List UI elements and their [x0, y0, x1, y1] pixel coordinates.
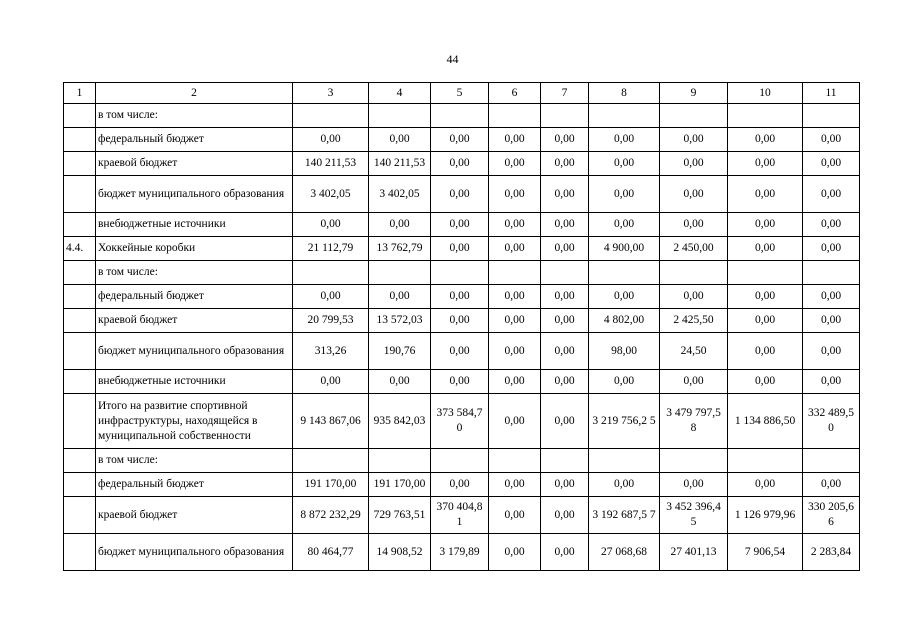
row-number-cell [64, 534, 96, 571]
value-cell: 0,00 [431, 473, 489, 497]
value-cell: 21 112,79 [293, 237, 369, 261]
value-cell: 0,00 [541, 473, 589, 497]
value-cell: 9 143 867,06 [293, 394, 369, 449]
value-cell: 0,00 [541, 394, 589, 449]
value-cell [660, 449, 728, 473]
value-cell: 373 584,7 0 [431, 394, 489, 449]
value-cell: 4 900,00 [589, 237, 660, 261]
value-cell: 4 802,00 [589, 309, 660, 333]
value-cell: 0,00 [728, 285, 803, 309]
budget-table [63, 82, 860, 571]
value-cell: 1 126 979,96 [728, 497, 803, 534]
value-cell [541, 104, 589, 128]
value-cell: 0,00 [541, 213, 589, 237]
value-cell: 0,00 [660, 152, 728, 176]
value-cell: 3 479 797,5 8 [660, 394, 728, 449]
value-cell: 191 170,00 [369, 473, 431, 497]
value-cell: 935 842,03 [369, 394, 431, 449]
value-cell: 0,00 [803, 285, 860, 309]
row-label-cell: краевой бюджет [96, 497, 293, 534]
row-number-cell [64, 333, 96, 370]
value-cell: 0,00 [660, 473, 728, 497]
row-number-cell [64, 104, 96, 128]
column-header: 5 [431, 83, 489, 104]
value-cell [369, 104, 431, 128]
value-cell: 0,00 [489, 176, 541, 213]
value-cell: 3 402,05 [293, 176, 369, 213]
table-row [64, 449, 860, 473]
value-cell: 0,00 [541, 285, 589, 309]
row-label-cell: федеральный бюджет [96, 128, 293, 152]
value-cell: 0,00 [803, 309, 860, 333]
value-cell: 0,00 [489, 309, 541, 333]
value-cell: 370 404,8 1 [431, 497, 489, 534]
value-cell: 0,00 [431, 152, 489, 176]
value-cell: 0,00 [660, 370, 728, 394]
row-label-cell: в том числе: [96, 449, 293, 473]
value-cell: 0,00 [803, 213, 860, 237]
row-number-cell [64, 213, 96, 237]
value-cell: 0,00 [369, 370, 431, 394]
value-cell: 0,00 [369, 285, 431, 309]
value-cell: 27 401,13 [660, 534, 728, 571]
value-cell: 0,00 [803, 473, 860, 497]
value-cell: 0,00 [369, 128, 431, 152]
value-cell: 0,00 [728, 128, 803, 152]
value-cell: 0,00 [660, 128, 728, 152]
value-cell: 0,00 [728, 176, 803, 213]
value-cell: 330 205,6 6 [803, 497, 860, 534]
row-number-cell [64, 128, 96, 152]
value-cell: 0,00 [293, 370, 369, 394]
row-label-cell: бюджет муниципального образования [96, 333, 293, 370]
column-header: 6 [489, 83, 541, 104]
row-label-cell: бюджет муниципального образования [96, 176, 293, 213]
value-cell: 0,00 [541, 333, 589, 370]
value-cell: 0,00 [803, 333, 860, 370]
value-cell: 0,00 [489, 473, 541, 497]
value-cell: 0,00 [660, 213, 728, 237]
value-cell: 0,00 [431, 237, 489, 261]
table-row [64, 128, 860, 152]
row-number-cell [64, 285, 96, 309]
value-cell: 0,00 [541, 309, 589, 333]
column-header: 1 [64, 83, 96, 104]
value-cell: 0,00 [489, 370, 541, 394]
value-cell: 0,00 [803, 370, 860, 394]
value-cell: 2 283,84 [803, 534, 860, 571]
value-cell [660, 261, 728, 285]
row-number-cell [64, 261, 96, 285]
value-cell [293, 449, 369, 473]
value-cell [589, 449, 660, 473]
value-cell: 3 179,89 [431, 534, 489, 571]
value-cell: 0,00 [489, 285, 541, 309]
row-number-cell: 4.4. [64, 237, 96, 261]
table-row [64, 152, 860, 176]
row-number-cell [64, 309, 96, 333]
row-number-cell [64, 176, 96, 213]
value-cell: 0,00 [803, 176, 860, 213]
value-cell: 7 906,54 [728, 534, 803, 571]
row-label-cell: краевой бюджет [96, 309, 293, 333]
value-cell: 0,00 [431, 128, 489, 152]
row-number-cell [64, 370, 96, 394]
value-cell: 14 908,52 [369, 534, 431, 571]
value-cell: 0,00 [589, 285, 660, 309]
value-cell: 0,00 [541, 237, 589, 261]
value-cell: 0,00 [489, 333, 541, 370]
row-number-cell [64, 449, 96, 473]
column-header: 11 [803, 83, 860, 104]
value-cell: 13 762,79 [369, 237, 431, 261]
value-cell [489, 261, 541, 285]
value-cell: 0,00 [489, 237, 541, 261]
value-cell: 3 192 687,5 7 [589, 497, 660, 534]
value-cell: 0,00 [728, 309, 803, 333]
value-cell: 0,00 [431, 370, 489, 394]
value-cell: 140 211,53 [369, 152, 431, 176]
value-cell: 2 425,50 [660, 309, 728, 333]
value-cell: 0,00 [489, 128, 541, 152]
value-cell: 0,00 [803, 128, 860, 152]
value-cell: 0,00 [431, 309, 489, 333]
row-label-cell: внебюджетные источники [96, 213, 293, 237]
value-cell: 0,00 [803, 152, 860, 176]
value-cell [803, 261, 860, 285]
value-cell: 190,76 [369, 333, 431, 370]
value-cell: 13 572,03 [369, 309, 431, 333]
value-cell [369, 449, 431, 473]
value-cell: 0,00 [728, 473, 803, 497]
value-cell: 3 402,05 [369, 176, 431, 213]
value-cell: 0,00 [541, 176, 589, 213]
table-row [64, 394, 860, 449]
value-cell: 8 872 232,29 [293, 497, 369, 534]
value-cell: 20 799,53 [293, 309, 369, 333]
value-cell: 0,00 [431, 333, 489, 370]
value-cell: 2 450,00 [660, 237, 728, 261]
row-label-cell: краевой бюджет [96, 152, 293, 176]
value-cell: 0,00 [728, 237, 803, 261]
value-cell [431, 449, 489, 473]
value-cell: 0,00 [431, 176, 489, 213]
value-cell: 313,26 [293, 333, 369, 370]
value-cell: 0,00 [293, 213, 369, 237]
value-cell: 191 170,00 [293, 473, 369, 497]
value-cell: 332 489,5 0 [803, 394, 860, 449]
table-header-row [64, 83, 860, 104]
value-cell: 729 763,51 [369, 497, 431, 534]
row-label-cell: в том числе: [96, 261, 293, 285]
value-cell: 3 452 396,4 5 [660, 497, 728, 534]
value-cell: 24,50 [660, 333, 728, 370]
value-cell: 0,00 [541, 128, 589, 152]
table-row [64, 534, 860, 571]
column-header: 3 [293, 83, 369, 104]
table-row [64, 104, 860, 128]
value-cell: 0,00 [431, 213, 489, 237]
value-cell [728, 104, 803, 128]
value-cell: 0,00 [589, 152, 660, 176]
column-header: 8 [589, 83, 660, 104]
column-header: 7 [541, 83, 589, 104]
row-label-cell: в том числе: [96, 104, 293, 128]
table-row [64, 237, 860, 261]
value-cell: 0,00 [489, 497, 541, 534]
table-row [64, 213, 860, 237]
value-cell: 0,00 [293, 285, 369, 309]
value-cell: 0,00 [728, 152, 803, 176]
row-number-cell [64, 473, 96, 497]
value-cell: 0,00 [728, 213, 803, 237]
value-cell: 0,00 [541, 534, 589, 571]
value-cell [431, 261, 489, 285]
page-number: 44 [446, 52, 459, 66]
value-cell [293, 261, 369, 285]
table-row [64, 497, 860, 534]
row-label-cell: Хоккейные коробки [96, 237, 293, 261]
value-cell [541, 449, 589, 473]
value-cell: 140 211,53 [293, 152, 369, 176]
value-cell: 0,00 [489, 152, 541, 176]
column-header: 4 [369, 83, 431, 104]
value-cell: 80 464,77 [293, 534, 369, 571]
row-number-cell [64, 152, 96, 176]
value-cell: 0,00 [489, 394, 541, 449]
value-cell: 3 219 756,2 5 [589, 394, 660, 449]
row-label-cell: бюджет муниципального образования [96, 534, 293, 571]
value-cell [369, 261, 431, 285]
value-cell: 0,00 [541, 152, 589, 176]
table-row [64, 333, 860, 370]
value-cell [293, 104, 369, 128]
row-number-cell [64, 394, 96, 449]
table-row [64, 309, 860, 333]
value-cell [589, 261, 660, 285]
value-cell: 0,00 [293, 128, 369, 152]
table-row [64, 370, 860, 394]
value-cell: 0,00 [431, 285, 489, 309]
value-cell: 98,00 [589, 333, 660, 370]
value-cell [728, 261, 803, 285]
value-cell: 0,00 [489, 213, 541, 237]
value-cell: 0,00 [369, 213, 431, 237]
row-label-cell: федеральный бюджет [96, 473, 293, 497]
table-row [64, 473, 860, 497]
value-cell [660, 104, 728, 128]
value-cell: 0,00 [589, 213, 660, 237]
row-label-cell: федеральный бюджет [96, 285, 293, 309]
column-header: 9 [660, 83, 728, 104]
table-row [64, 176, 860, 213]
value-cell: 0,00 [728, 333, 803, 370]
value-cell [489, 449, 541, 473]
value-cell [431, 104, 489, 128]
value-cell [589, 104, 660, 128]
value-cell: 0,00 [803, 237, 860, 261]
value-cell: 0,00 [589, 473, 660, 497]
value-cell [803, 449, 860, 473]
row-number-cell [64, 497, 96, 534]
value-cell: 0,00 [589, 370, 660, 394]
column-header: 10 [728, 83, 803, 104]
value-cell: 0,00 [728, 370, 803, 394]
value-cell [728, 449, 803, 473]
value-cell [803, 104, 860, 128]
value-cell: 0,00 [489, 534, 541, 571]
value-cell: 1 134 886,50 [728, 394, 803, 449]
table-row [64, 261, 860, 285]
value-cell: 0,00 [660, 176, 728, 213]
column-header: 2 [96, 83, 293, 104]
value-cell [489, 104, 541, 128]
value-cell: 0,00 [541, 497, 589, 534]
value-cell: 0,00 [660, 285, 728, 309]
row-label-cell: внебюджетные источники [96, 370, 293, 394]
table-row [64, 285, 860, 309]
value-cell: 0,00 [589, 176, 660, 213]
value-cell [541, 261, 589, 285]
value-cell: 0,00 [541, 370, 589, 394]
row-label-cell: Итого на развитие спортивной инфраструктуры, находящейся в муниципальной собственности [96, 394, 293, 449]
value-cell: 0,00 [589, 128, 660, 152]
value-cell: 27 068,68 [589, 534, 660, 571]
